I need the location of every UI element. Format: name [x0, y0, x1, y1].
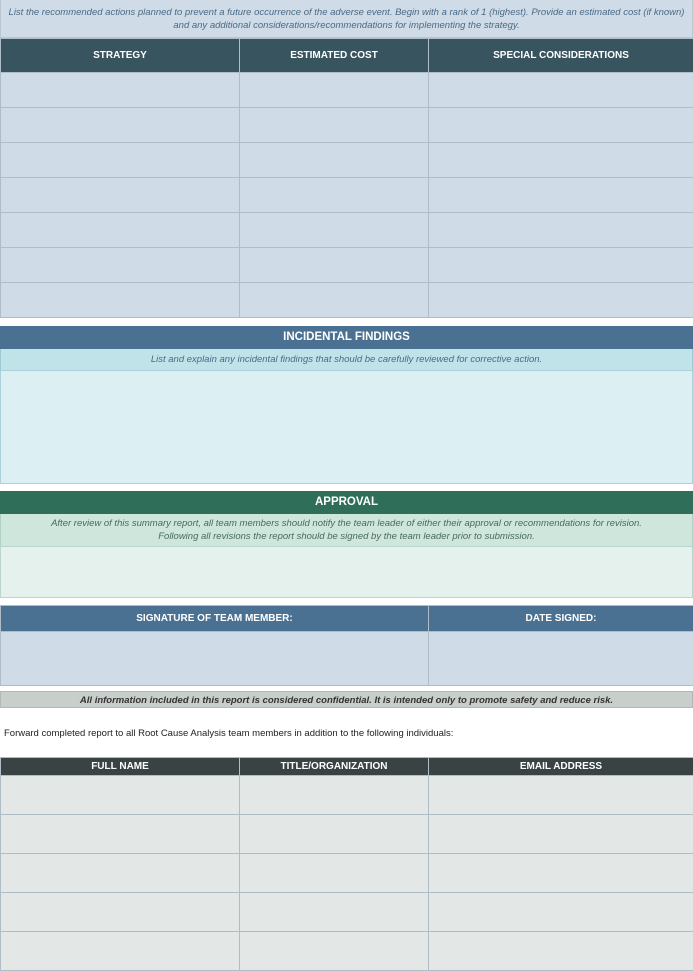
table-row: [1, 776, 693, 815]
special-considerations-cell[interactable]: [429, 248, 693, 283]
strategy-column-header: STRATEGY: [1, 39, 240, 73]
estimated-cost-cell[interactable]: [240, 283, 429, 318]
special-considerations-cell[interactable]: [429, 108, 693, 143]
strategy-cell[interactable]: [1, 283, 240, 318]
estimated-cost-cell[interactable]: [240, 143, 429, 178]
signature-header-row: [1, 606, 693, 632]
estimated-cost-cell[interactable]: [240, 73, 429, 108]
date-signed-header: DATE SIGNED:: [429, 606, 693, 632]
date-signed-field[interactable]: [429, 632, 693, 686]
table-row: [1, 283, 693, 318]
email-address-cell[interactable]: [429, 932, 693, 971]
table-row: [1, 248, 693, 283]
forward-note: Forward completed report to all Root Cause Analysis team members in addition to the following individuals:: [0, 727, 693, 741]
title-organization-cell[interactable]: [240, 932, 429, 971]
table-row: [1, 178, 693, 213]
distribution-table: [0, 757, 693, 971]
strategy-cell[interactable]: [1, 73, 240, 108]
strategy-cell[interactable]: [1, 178, 240, 213]
table-row: [1, 143, 693, 178]
special-considerations-cell[interactable]: [429, 143, 693, 178]
table-row: [1, 854, 693, 893]
title-organization-column-header: TITLE/ORGANIZATION: [240, 758, 429, 776]
incidental-findings-field[interactable]: [0, 370, 693, 484]
title-organization-cell[interactable]: [240, 854, 429, 893]
distribution-header-row: [1, 758, 693, 776]
strategy-table: [0, 38, 693, 318]
signature-row: [1, 632, 693, 686]
full-name-cell[interactable]: [1, 932, 240, 971]
confidential-notice: All information included in this report is considered confidential. It is intended only to promote safety and reduce risk.: [0, 691, 693, 708]
title-organization-cell[interactable]: [240, 776, 429, 815]
table-row: [1, 893, 693, 932]
estimated-cost-cell[interactable]: [240, 248, 429, 283]
full-name-cell[interactable]: [1, 854, 240, 893]
strategy-cell[interactable]: [1, 108, 240, 143]
email-address-cell[interactable]: [429, 815, 693, 854]
estimated-cost-column-header: ESTIMATED COST: [240, 39, 429, 73]
full-name-cell[interactable]: [1, 815, 240, 854]
title-organization-cell[interactable]: [240, 815, 429, 854]
incidental-findings-instructions: List and explain any incidental findings that should be carefully reviewed for corrective action.: [0, 349, 693, 370]
full-name-cell[interactable]: [1, 776, 240, 815]
special-considerations-cell[interactable]: [429, 283, 693, 318]
signature-field[interactable]: [1, 632, 429, 686]
approval-instructions: [0, 514, 693, 546]
estimated-cost-cell[interactable]: [240, 178, 429, 213]
approval-instructions-line-1: After review of this summary report, all team members should notify the team leader of either their approval or recommendations for revision.: [1, 517, 692, 530]
email-address-cell[interactable]: [429, 893, 693, 932]
table-row: [1, 932, 693, 971]
approval-instructions-line-2: Following all revisions the report should be signed by the team leader prior to submission.: [1, 530, 692, 543]
table-row: [1, 815, 693, 854]
email-address-cell[interactable]: [429, 776, 693, 815]
table-row: [1, 73, 693, 108]
approval-title: APPROVAL: [0, 491, 693, 514]
incidental-findings-title: INCIDENTAL FINDINGS: [0, 326, 693, 349]
strategy-instructions: List the recommended actions planned to prevent a future occurrence of the adverse event. Begin with a rank of 1 (highest). Provide an estimated cost (if known) and any additional considerations/recommendations for implementing the strategy.: [0, 0, 693, 38]
email-address-column-header: EMAIL ADDRESS: [429, 758, 693, 776]
email-address-cell[interactable]: [429, 854, 693, 893]
strategy-cell[interactable]: [1, 143, 240, 178]
full-name-column-header: FULL NAME: [1, 758, 240, 776]
strategy-cell[interactable]: [1, 248, 240, 283]
approval-field[interactable]: [0, 546, 693, 598]
strategy-header-row: [1, 39, 693, 73]
signature-table: [0, 605, 693, 686]
estimated-cost-cell[interactable]: [240, 213, 429, 248]
title-organization-cell[interactable]: [240, 893, 429, 932]
table-row: [1, 108, 693, 143]
special-considerations-cell[interactable]: [429, 73, 693, 108]
full-name-cell[interactable]: [1, 893, 240, 932]
table-row: [1, 213, 693, 248]
special-considerations-cell[interactable]: [429, 213, 693, 248]
special-considerations-cell[interactable]: [429, 178, 693, 213]
signature-of-team-member-header: SIGNATURE OF TEAM MEMBER:: [1, 606, 429, 632]
special-considerations-column-header: SPECIAL CONSIDERATIONS: [429, 39, 693, 73]
strategy-cell[interactable]: [1, 213, 240, 248]
estimated-cost-cell[interactable]: [240, 108, 429, 143]
